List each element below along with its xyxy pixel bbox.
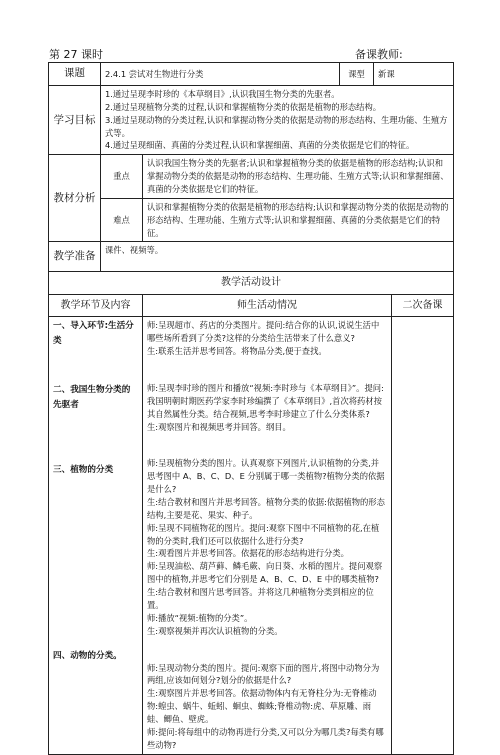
activity-line: 师:呈现油松、葫芦藓、鳞毛蕨、向日葵、水稻的图片。提问观察图中的植物,并思考它们分别是 A、B、C、D、E 中的哪类植物? <box>147 561 383 585</box>
activity-block <box>147 457 387 637</box>
activity-line: 师:呈现超市、药店的分类图片。提问:结合你的认识,说说生活中哪些场所看到了分类?这样的分类给生活带来了什么意义? <box>147 320 380 344</box>
activity-column <box>143 317 392 754</box>
analysis-label: 教材分析 <box>49 155 101 242</box>
stage-column <box>49 317 143 754</box>
activity-line: 生:结合教材和图片思考回答。并将这几种植物分类到相应的位置。 <box>147 587 374 610</box>
teacher-label: 备课教师: <box>355 48 403 61</box>
design-title: 教学活动设计 <box>49 272 454 295</box>
key-points-label: 重点 <box>101 155 143 199</box>
goals-content <box>101 86 454 155</box>
activity-line: 师:提问:将每组中的动物再进行分类,又可以分为哪几类?每类有哪些动物? <box>147 726 384 750</box>
activity-block <box>147 382 387 433</box>
difficulties-text: 认识和掌握植物分类的依据是植物的形态结构;认识和掌握动物分类的依据是动物的形态结构、生理功能、生殖方式等;认识和掌握细菌、真菌的分类依据是它们的特征。 <box>143 198 454 242</box>
stage-title: 二、我国生物分类的先驱者 <box>53 385 131 411</box>
lesson-number: 第 27 课时 <box>49 48 103 61</box>
stage-title: 三、植物的分类 <box>53 465 114 476</box>
topic-value: 2.4.1 尝试对生物进行分类 <box>101 63 340 86</box>
activity-line: 生:观察图片并思考回答。依据动物体内有无脊柱分为:无脊椎动物:蝗虫、蜗牛、蚯蚓、蛔虫、蜘蛛;脊椎动物:虎、草原雕、雨蛙、鲫鱼、壁虎。 <box>147 688 377 724</box>
goal-item: 2.通过呈现植物分类的过程,认识和掌握植物分类的依据是植物的形态结构。 <box>105 101 382 112</box>
goals-label: 学习目标 <box>49 86 101 155</box>
activity-line: 生:观看图片并思考回答。依据花的形态结构进行分类。 <box>147 548 349 559</box>
lesson-plan-table <box>48 62 454 755</box>
col-header-activity: 师生活动情况 <box>143 294 392 317</box>
col-header-stage: 教学环节及内容 <box>49 294 143 317</box>
activity-line: 生:观察视频并再次认识植物的分类。 <box>147 625 283 636</box>
goal-item: 1.通过呈现李时珍的《本草纲目》,认识我国生物分类的先驱者。 <box>105 89 340 99</box>
col-header-second: 二次备课 <box>392 294 454 317</box>
type-label: 课型 <box>340 63 374 86</box>
activity-line: 师:呈现李时珍的图片和播放“视频:李时珍与《本草纲目》”。提问:我国明朝时期医药学家李时珍编撰了《本草纲目》,首次将药材按其自然属性分类。结合视频,思考李时珍建立了什么分类体系? <box>147 383 384 419</box>
prep-label: 教学准备 <box>49 242 101 272</box>
activity-line: 师:呈现不同植物花的图片。提问:观察下图中不同植物的花,在植物的分类时,我们还可以依据什么进行分类? <box>147 522 380 546</box>
activity-line: 师:呈现动物分类的图片。提问:观察下面的图片,将图中动物分为两组,应该如何划分?划分的依据是什么? <box>147 662 380 686</box>
type-value: 新课 <box>374 63 454 86</box>
difficulties-label: 难点 <box>101 198 143 242</box>
stage-title: 四、动物的分类。 <box>53 651 122 662</box>
activity-line: 生:结合教材和图片并思考回答。植物分类的依据:依据植物的形态结构,主要是花、果实、种子。 <box>147 497 385 520</box>
activity-line: 师:呈现植物分类的图片。认真观察下列图片,认识植物的分类,并思考图中 A、B、C、D、E 分别属于哪一类植物?植物分类的依据是什么? <box>147 458 385 495</box>
activity-line: 师:播放“视频:植物的分类”。 <box>147 612 253 623</box>
activity-line: 生:联系生活并思考回答。将物品分类,便于查找。 <box>147 346 327 357</box>
second-prep-column <box>392 317 454 754</box>
activity-line: 生:观察图片和视频思考并回答。纲目。 <box>147 421 291 432</box>
goal-item: 3.通过呈现动物的分类过程,认识和掌握动物分类的依据是动物的形态结构、生理功能、生殖方式等。 <box>105 114 448 138</box>
activity-block <box>147 319 387 358</box>
stage-title: 一、导入环节:生活分类 <box>53 321 134 347</box>
goal-item: 4.通过呈现细菌、真菌的分类过程,认识和掌握细菌、真菌的分类依据是它们的特征。 <box>105 140 415 151</box>
topic-label: 课题 <box>49 63 101 86</box>
prep-text: 课件、视频等。 <box>101 242 454 272</box>
key-points-text: 认识我国生物分类的先驱者;认识和掌握植物分类的依据是植物的形态结构;认识和掌握动物分类的依据是动物的形态结构、生理功能、生殖方式等;认识和掌握细菌、真菌的分类依据是它们的特征。 <box>143 155 454 199</box>
